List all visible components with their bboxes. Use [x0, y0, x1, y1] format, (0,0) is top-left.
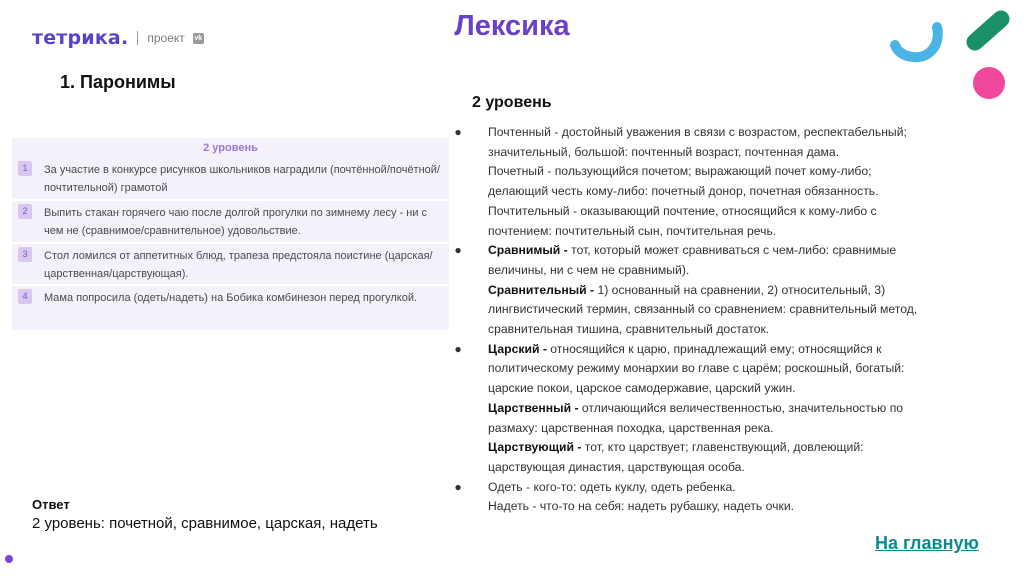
definition-line — [488, 281, 1012, 301]
bullet-icon: ● — [454, 479, 462, 494]
page-title: Лексика — [454, 10, 570, 42]
logo-project-label: проект — [147, 31, 185, 45]
definition-item — [452, 241, 1012, 340]
level-heading: 2 уровень — [472, 94, 552, 111]
definition-line: сравнительная тишина, сравнительный достаток. — [488, 322, 770, 337]
definition-line — [488, 241, 1012, 261]
definition-line: величины, ни с чем не сравнимый). — [488, 262, 690, 277]
decorative-dot-icon — [5, 555, 13, 563]
definition-item — [452, 478, 1012, 517]
task-text: Мама попросила (одеть/надеть) на Бобика комбинезон перед прогулкой. — [44, 292, 418, 304]
definition-line — [488, 438, 1012, 458]
home-link[interactable]: На главную — [875, 533, 979, 553]
bullet-icon: ● — [454, 125, 462, 139]
definition-text: тот, который может сравниваться с чем-либо: сравнимые — [567, 243, 897, 258]
definition-line: Надеть - что-то на себя: надеть рубашку, надеть очки. — [488, 499, 795, 514]
task-text: Выпить стакан горячего чаю после долгой прогулки по зимнему лесу - ни с чем не (сравнимое/сравнительное) удовольствие. — [44, 207, 428, 237]
definition-term: Сравнительный - — [488, 282, 595, 297]
pink-circle-shape — [973, 67, 1005, 99]
decorative-shapes-icon — [885, 5, 1020, 105]
definition-term: Царственный - — [488, 400, 579, 415]
answer-label: Ответ — [32, 497, 70, 512]
task-card-title: 2 уровень — [203, 142, 258, 154]
definition-text: тот, кто царствует; главенствующий, довлеющий: — [581, 440, 864, 455]
task-number: 1 — [18, 161, 32, 176]
definition-term: Сравнимый - — [488, 243, 568, 258]
definition-line: Одеть - кого-то: одеть куклу, одеть ребенка. — [488, 479, 736, 494]
definition-text: отличающийся величественностью, значительностью по — [578, 400, 904, 415]
definition-line: Почетный - пользующийся почетом; выражающий почет кому-либо; — [488, 164, 872, 179]
bullet-icon: ● — [454, 243, 462, 258]
definition-line: лингвистический термин, связанный со сравнением: сравнительный метод, — [488, 302, 918, 317]
definition-line: политическому режиму монархии во главе с царём; роскошный, богатый: — [488, 361, 905, 376]
task-text: За участие в конкурсе рисунков школьников наградили (почтённой/почётной/почтительной) грамотой — [44, 164, 440, 194]
task-text: Стол ломился от аппетитных блюд, трапеза предстояла поистине (царская/царственная/царствующая). — [44, 250, 433, 280]
definition-line: царские покои, царское самодержавие, царский ужин. — [488, 381, 796, 396]
definition-line: Почтенный - достойный уважения в связи с возрастом, респектабельный; — [488, 125, 907, 139]
definition-line: делающий честь кому-либо: почетный донор, почетная обязанность. — [488, 184, 879, 199]
task-card — [12, 138, 449, 330]
definition-term: Царствующий - — [488, 440, 582, 455]
task-divider — [12, 242, 449, 244]
definition-line — [488, 340, 1012, 360]
definition-item — [452, 340, 1012, 478]
task-divider — [12, 199, 449, 201]
paronym-definitions — [452, 123, 1012, 517]
task-number: 4 — [18, 289, 32, 304]
definition-text: относящийся к царю, принадлежащий ему; относящийся к — [546, 341, 882, 356]
task-number: 2 — [18, 204, 32, 219]
blue-hook-shape — [895, 27, 938, 57]
vk-icon: vk — [194, 34, 203, 42]
definition-line: размаху: царственная походка, царственная река. — [488, 420, 774, 435]
task-divider — [12, 284, 449, 286]
logo-brand: тетрика. — [32, 27, 129, 49]
definition-term: Царский - — [488, 341, 547, 356]
task-number: 3 — [18, 247, 32, 262]
definition-line: почтением: почтительный сын, почтительная речь. — [488, 223, 777, 238]
definition-item — [452, 123, 1012, 241]
green-pill-shape — [975, 19, 1001, 42]
section-heading: 1. Паронимы — [60, 72, 176, 92]
definition-line — [488, 399, 1012, 419]
definition-text: 1) основанный на сравнении, 2) относительный, 3) — [594, 282, 886, 297]
definition-line: Почтительный - оказывающий почтение, относящийся к кому-либо с — [488, 203, 877, 218]
bullet-icon: ● — [454, 341, 462, 356]
definition-line: царствующая династия, царствующая особа. — [488, 459, 745, 474]
definition-line: значительный, большой: почтенный возраст, почтенная дама. — [488, 144, 840, 159]
answer-text: 2 уровень: почетной, сравнимое, царская, надеть — [32, 515, 378, 532]
